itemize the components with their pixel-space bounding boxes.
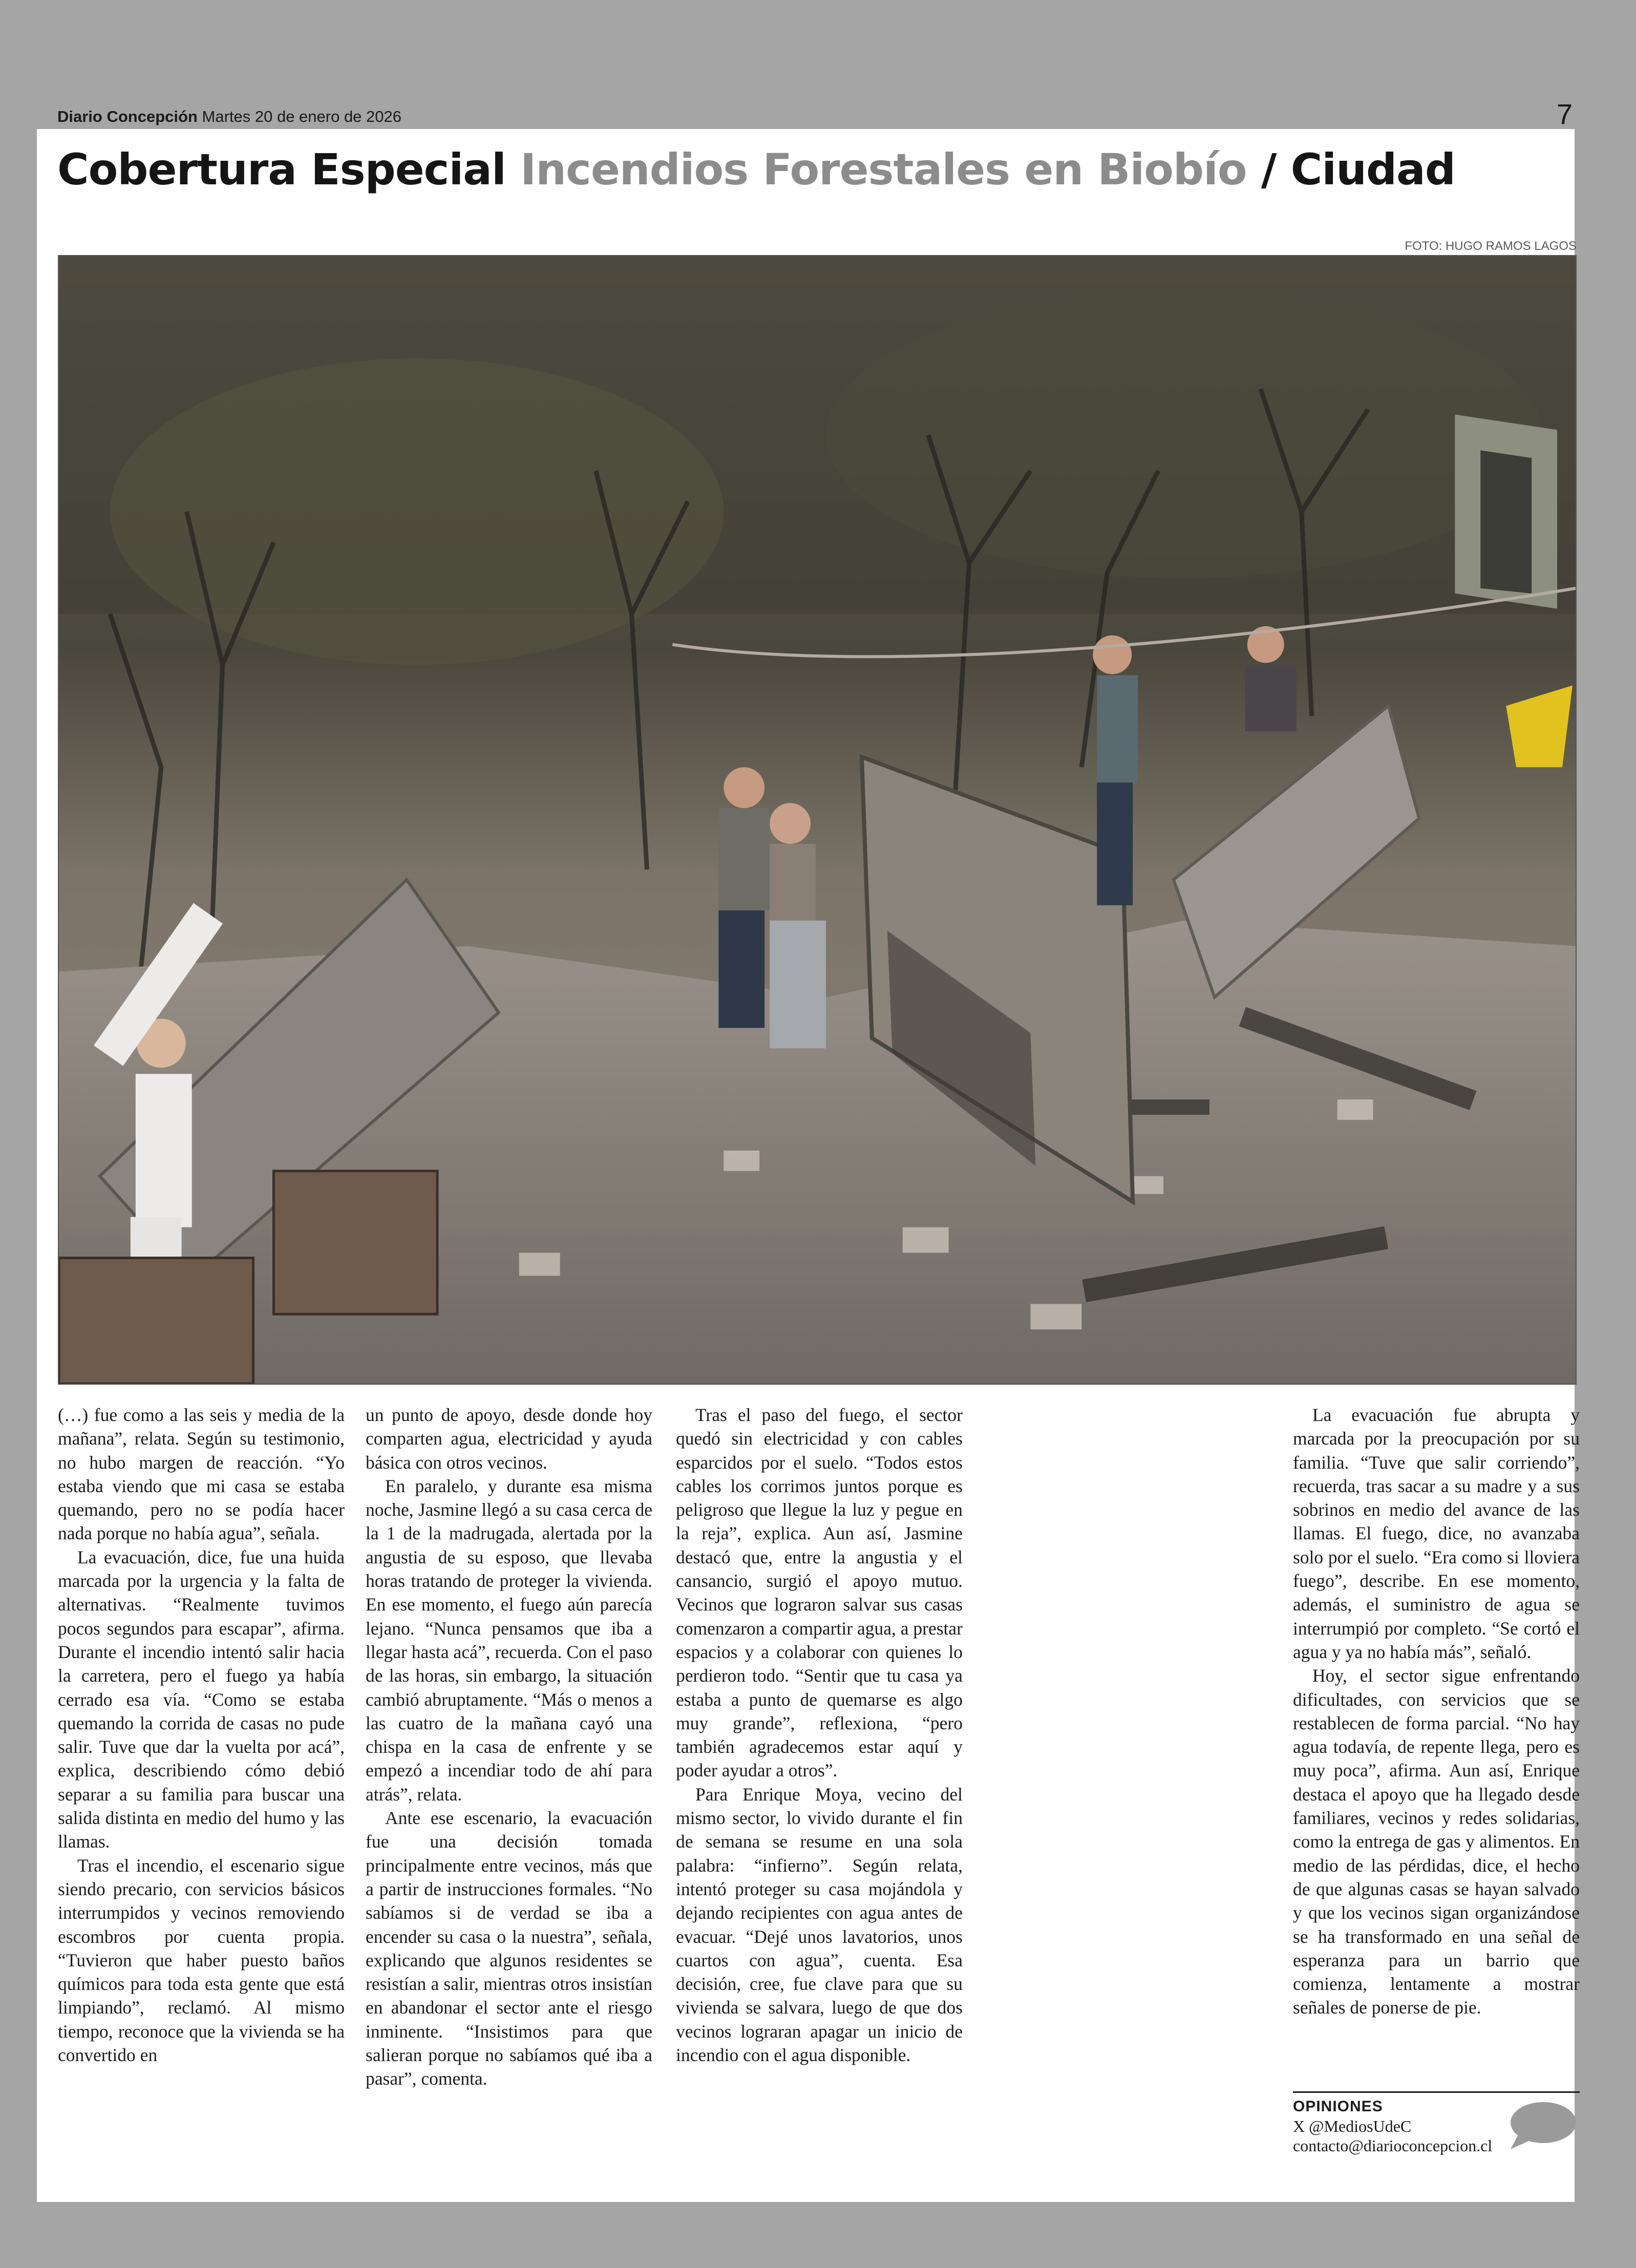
paragraph: Hoy, el sector sigue enfrentando dificultades, con servicios que se restablecen de forma parcial. “No hay agua todavía, de repente llega, pero es muy poca”, afirma. Aun así, Enrique destaca el apoyo que ha llegado desde familiares, vecinos y redes solidarias, como la entrega de gas y alimentos. En medio de las pérdidas, dice, el hecho de que algunas casas se hayan salvado y que los vecinos sigan organizándose se ha transformado en una señal de esperanza para un barrio que comienza, lentamente a mostrar señales de ponerse de pie. <box>1293 1665 1580 2018</box>
paragraph: un punto de apoyo, desde donde hoy comparten agua, electricidad y ayuda básica con otros vecinos. <box>366 1405 652 1473</box>
speech-bubble-icon <box>1505 2100 1577 2151</box>
paragraph: Tras el paso del fuego, el sector quedó sin electricidad y con cables esparcidos por el suelo. “Todos estos cables los corrimos juntos porque es peligroso que llegue la luz y pegue en la reja”, explica. Aun así, Jasmine destacó que, entre la angustia y el cansancio, surgió el apoyo mutuo. Vecinos que lograron salvar sus casas comenzaron a compartir agua, a prestar espacios y a colaborar con quienes lo perdieron todo. “Sentir que tu casa ya estaba a punto de quemarse es algo muy grande”, reflexiona, “pero también agradecemos estar aquí y poder ayudar a otros”. <box>676 1405 963 1781</box>
paragraph: En paralelo, y durante esa misma noche, Jasmine llegó a su casa cerca de la 1 de la madrugada, alertada por la angustia de su esposo, que llevaba horas tratando de proteger la vivienda. En ese momento, el fuego aún parecía lejano. “Nunca pensamos que iba a llegar hasta acá”, recuerda. Con el paso de las horas, sin embargo, la situación cambió abruptamente. “Más o menos a las cuatro de la mañana cayó una chispa en la casa de enfrente y se empezó a incendiar todo de ahí para atrás”, relata. <box>366 1475 652 1805</box>
article-column-3 <box>676 1403 963 2181</box>
headline-section: Cobertura Especial <box>57 144 506 195</box>
opinions-box <box>1293 2091 1580 2155</box>
page-number: 7 <box>1557 98 1573 130</box>
issue-date: Martes 20 de enero de 2026 <box>202 108 401 125</box>
paragraph: Ante ese escenario, la evacuación fue una decisión tomada principalmente entre vecinos, más que a partir de instrucciones formales. “No sabíamos si de verdad se iba a encender su casa o la nuestra”, señala, explicando que algunos residentes se resistían a salir, mientras otros insistían en abandonar el sector ante el riesgo inminente. “Insistimos para que salieran porque no sabíamos qué iba a pasar”, comenta. <box>366 1808 652 2089</box>
paragraph: Tras el incendio, el escenario sigue siendo precario, con servicios básicos interrumpidos y vecinos removiendo escombros por cuenta propia. “Tuvieron que haber puesto baños químicos para toda esta gente que está limpiando”, reclamó. Al mismo tiempo, reconoce que la vivienda se ha convertido en <box>58 1855 345 2066</box>
article-column-2 <box>366 1403 652 2181</box>
headline-category: Ciudad <box>1290 144 1455 195</box>
paragraph: Para Enrique Moya, vecino del mismo sector, lo vivido durante el fin de semana se resume en una sola palabra: “infierno”. Según relata, intentó proteger su casa mojándola y dejando recipientes con agua antes de evacuar. “Dejé unos lavatorios, unos cuartos con agua”, cuenta. Esa decisión, cree, fue clave para que su vivienda se salvara, luego de que dos vecinos lograran apagar un inicio de incendio con el agua disponible. <box>676 1784 963 2066</box>
article-column-1 <box>58 1403 345 2181</box>
paragraph: (…) fue como a las seis y media de la mañana”, relata. Según su testimonio, no hubo margen de reacción. “Yo estaba viendo que mi casa se estaba quemando, pero no se podía hacer nada porque no había agua”, señala. <box>58 1405 345 1544</box>
article-column-5 <box>1293 1403 1580 2181</box>
photo-burned-houses-icon <box>59 256 1576 1384</box>
opinions-label: OPINIONES <box>1293 2098 1383 2115</box>
masthead <box>57 108 401 126</box>
opinions-email[interactable]: contacto@diarioconcepcion.cl <box>1293 2136 1493 2155</box>
opinions-twitter[interactable]: X @MediosUdeC <box>1293 2117 1412 2135</box>
page-headline <box>57 144 1455 195</box>
paper-name: Diario Concepción <box>57 108 198 125</box>
headline-separator: / <box>1261 144 1277 195</box>
paragraph: La evacuación, dice, fue una huida marcada por la urgencia y la falta de alternativas. “Realmente tuvimos pocos segundos para escapar”, afirma. Durante el incendio intentó salir hacia la carretera, pero el fuego ya había cerrado esa vía. “Como se estaba quemando la corrida de casas no pude salir. Tuve que dar la vuelta por acá”, explica, describiendo cómo debió separar a su familia para buscar una salida distinta en medio del humo y las llamas. <box>58 1546 345 1852</box>
news-photo <box>58 255 1577 1385</box>
headline-topic: Incendios Forestales en Biobío <box>520 144 1247 195</box>
photo-credit: FOTO: HUGO RAMOS LAGOS <box>1405 239 1577 253</box>
paragraph: La evacuación fue abrupta y marcada por la preocupación por su familia. “Tuve que salir corriendo”, recuerda, tras sacar a su madre y a sus sobrinos en medio del avance de las llamas. El fuego, dice, no avanzaba solo por el suelo. “Era como si lloviera fuego”, describe. En ese momento, además, el suministro de agua se interrumpió por completo. “Se cortó el agua y ya no había más”, señaló. <box>1293 1405 1580 1662</box>
